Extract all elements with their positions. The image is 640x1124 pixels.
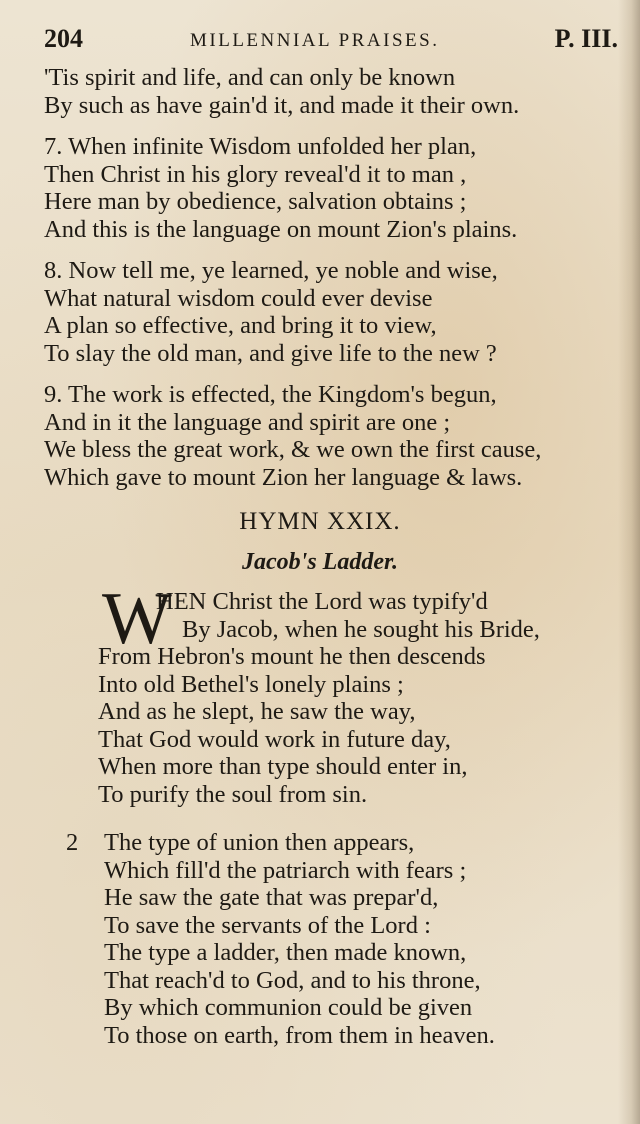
verse-6-end <box>44 64 624 119</box>
verse-line: And in it the language and spirit are one ; <box>44 408 451 436</box>
stanza-line: From Hebron's mount he then descends <box>98 643 486 670</box>
page-number: 204 <box>44 24 83 53</box>
previous-hymn-verses <box>44 64 624 491</box>
hymn-subtitle: Jacob's Ladder. <box>242 549 398 575</box>
verse-7 <box>44 133 624 243</box>
verse-line: A plan so effective, and bring it to view, <box>44 312 437 339</box>
stanza-line: Which fill'd the patriarch with fears ; <box>104 856 467 884</box>
part-label: P. III. <box>554 24 618 53</box>
stanza-line: To save the servants of the Lord : <box>104 911 431 939</box>
verse-line: 8. Now tell me, ye learned, ye noble and wise, <box>44 257 498 284</box>
stanza-line: That God would work in future day, <box>98 725 451 753</box>
hymn-title: HYMN XXIX. <box>239 508 401 535</box>
stanza-2-lines <box>104 829 495 1049</box>
stanza-line: By which communion could be given <box>104 994 473 1021</box>
verse-line: 9. The work is effected, the Kingdom's begun, <box>44 381 497 408</box>
verse-line: Here man by obedience, salvation obtains ; <box>44 188 467 215</box>
verse-9 <box>44 381 624 491</box>
drop-cap-initial: W <box>102 578 172 660</box>
stanza-number: 2 <box>66 829 79 856</box>
verse-line: To slay the old man, and give life to the new ? <box>44 339 497 367</box>
stanza-line: When more than type should enter in, <box>98 753 468 780</box>
stanza-line: Into old Bethel's lonely plains ; <box>98 670 404 698</box>
running-header <box>44 24 618 60</box>
verse-line: We bless the great work, & we own the first cause, <box>44 436 542 463</box>
stanza-line: HEN Christ the Lord was typify'd <box>156 588 488 615</box>
verse-line: 'Tis spirit and life, and can only be known <box>44 64 456 91</box>
verse-8 <box>44 257 624 367</box>
verse-line: By such as have gain'd it, and made it their own. <box>44 91 520 119</box>
hymn-stanza-1 <box>98 588 618 808</box>
stanza-line: And as he slept, he saw the way, <box>98 698 416 725</box>
stanza-line: He saw the gate that was prepar'd, <box>104 884 439 911</box>
verse-line: What natural wisdom could ever devise <box>44 284 433 312</box>
stanza-line: To purify the soul from sin. <box>98 780 368 808</box>
verse-line: Then Christ in his glory reveal'd it to man , <box>44 160 467 188</box>
running-title: MILLENNIAL PRAISES. <box>190 30 440 51</box>
verse-line: 7. When infinite Wisdom unfolded her plan, <box>44 133 477 160</box>
stanza-line: By Jacob, when he sought his Bride, <box>182 615 540 643</box>
verse-line: Which gave to mount Zion her language & laws. <box>44 463 523 491</box>
stanza-line: That reach'd to God, and to his throne, <box>104 966 481 994</box>
stanza-line: The type a ladder, then made known, <box>104 939 467 966</box>
verse-line: And this is the language on mount Zion's plains. <box>44 215 518 243</box>
stanza-line: The type of union then appears, <box>104 829 415 856</box>
stanza-line: To those on earth, from them in heaven. <box>104 1021 495 1049</box>
